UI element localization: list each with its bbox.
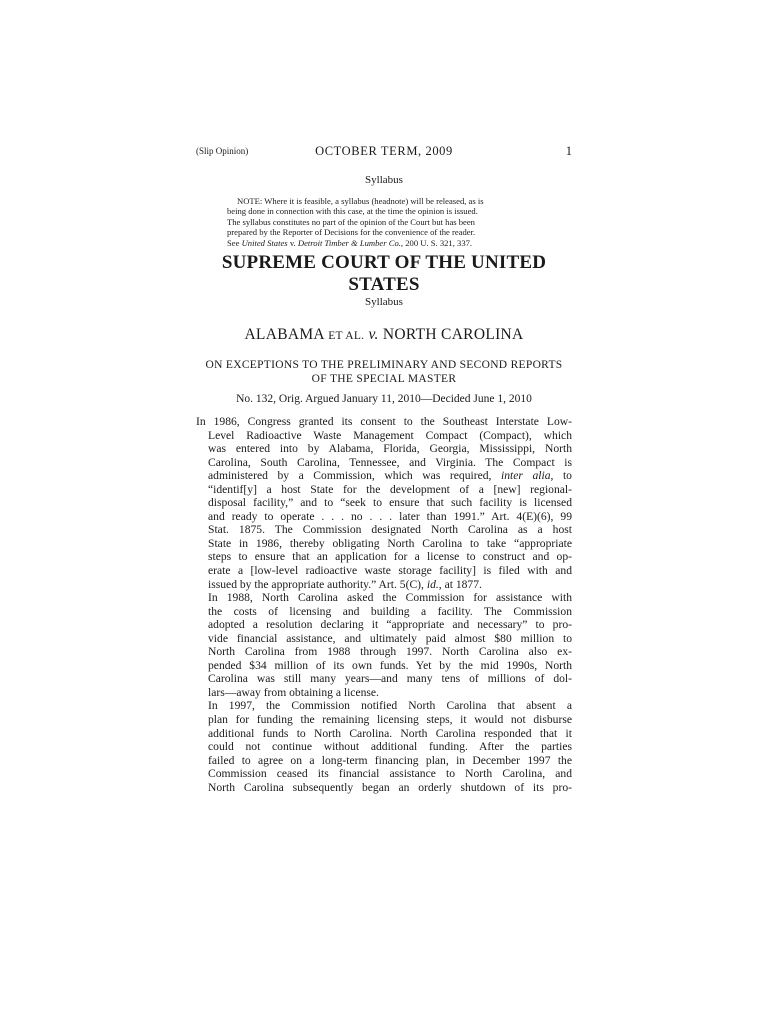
text-line: “identif[y] a host State for the development of a [new] regional-	[208, 482, 572, 496]
court-title: SUPREME COURT OF THE UNITED STATES	[221, 252, 547, 295]
case-caption: ALABAMA ET AL. v. NORTH CAROLINA	[244, 326, 524, 343]
text-line: Commission ceased its financial assistance to North Carolina, and	[208, 767, 572, 781]
case-name-detroit-timber: Detroit Timber & Lumber Co.	[297, 237, 401, 248]
text-line: issued by the appropriate authority.” Art. 5(C), id., at 1877.	[208, 577, 482, 591]
note-line: The syllabus constitutes no part of the opinion of the Court but has been	[227, 216, 475, 227]
text-line: plan for funding the remaining licensing steps, it would not disburse	[208, 713, 572, 727]
syllabus-label: Syllabus	[365, 296, 403, 308]
note-line: being done in connection with this case, at the time the opinion is issued.	[227, 206, 478, 217]
term-heading: OCTOBER TERM, 2009	[315, 144, 453, 158]
text-line: Stat. 1875. The Commission designated North Carolina as a host	[208, 523, 572, 537]
text-line: North Carolina from 1988 through 1997. North Carolina also ex-	[208, 645, 572, 659]
text-line: Carolina was still many years—and many tens of millions of dol-	[208, 672, 572, 686]
note-line: NOTE: Where it is feasible, a syllabus (headnote) will be released, as is	[237, 196, 484, 206]
case-name-united-states: United States	[241, 237, 288, 248]
procedural-posture: ON EXCEPTIONS TO THE PRELIMINARY AND SECOND REPORTS OF THE SPECIAL MASTER	[205, 359, 563, 385]
text-line: Carolina, South Carolina, Tennessee, and Virginia. The Compact is	[208, 455, 572, 469]
text-line: failed to agree on a long-term financing plan, in December 1997 the	[208, 753, 572, 767]
text-line: Level Radioactive Waste Management Compact (Compact), which	[208, 428, 572, 442]
text-line: pended $34 million of its own funds. Yet by the mid 1990s, North	[208, 658, 572, 672]
syllabus-note	[227, 196, 543, 248]
text-line: State in 1986, thereby obligating North Carolina to take “appropriate	[208, 536, 572, 550]
text-line: vide financial assistance, and ultimately paid almost $80 million to	[208, 631, 572, 645]
syllabus-body	[196, 415, 572, 794]
text-line: could not continue without additional funding. After the parties	[208, 740, 572, 754]
running-header	[196, 144, 572, 160]
paragraph-3	[196, 699, 572, 794]
text-line: In 1986, Congress granted its consent to the Southeast Interstate Low-	[196, 415, 572, 428]
docket-line: No. 132, Orig. Argued January 11, 2010—Decided June 1, 2010	[236, 393, 532, 405]
text-line: and ready to operate . . . no . . . later than 1991.” Art. 4(E)(6), 99	[208, 509, 572, 523]
text-line: the costs of licensing and building a facility. The Commission	[208, 604, 572, 618]
text-line: North Carolina subsequently began an orderly shutdown of its pro-	[208, 780, 572, 794]
text-line: was entered into by Alabama, Florida, Georgia, Mississippi, North	[208, 442, 572, 456]
text-line: disposal facility,” and to “seek to ensure that such facility is licensed	[208, 496, 572, 510]
text-line: erate a [low-level radioactive waste storage facility] is filed with and	[208, 564, 572, 578]
syllabus-label-top: Syllabus	[365, 174, 403, 186]
text-line: steps to ensure that an application for a license to construct and op-	[208, 550, 572, 564]
text-line: In 1988, North Carolina asked the Commission for assistance with	[208, 591, 572, 605]
note-line: prepared by the Reporter of Decisions for the convenience of the reader.	[227, 227, 476, 238]
text-line: additional funds to North Carolina. North Carolina responded that it	[208, 726, 572, 740]
text-line: In 1997, the Commission notified North Carolina that absent a	[208, 699, 572, 713]
paragraph-2	[196, 591, 572, 699]
text-line: administered by a Commission, which was required, inter alia, to	[208, 469, 572, 483]
note-line: See United States v. Detroit Timber & Lumber Co., 200 U. S. 321, 337.	[227, 237, 473, 248]
page-number: 1	[565, 144, 572, 158]
slip-opinion-label: (Slip Opinion)	[196, 146, 249, 156]
paragraph-1	[196, 415, 572, 591]
text-line: lars—away from obtaining a license.	[208, 685, 379, 699]
text-line: adopted a resolution declaring it “appropriate and necessary” to pro-	[208, 618, 572, 632]
